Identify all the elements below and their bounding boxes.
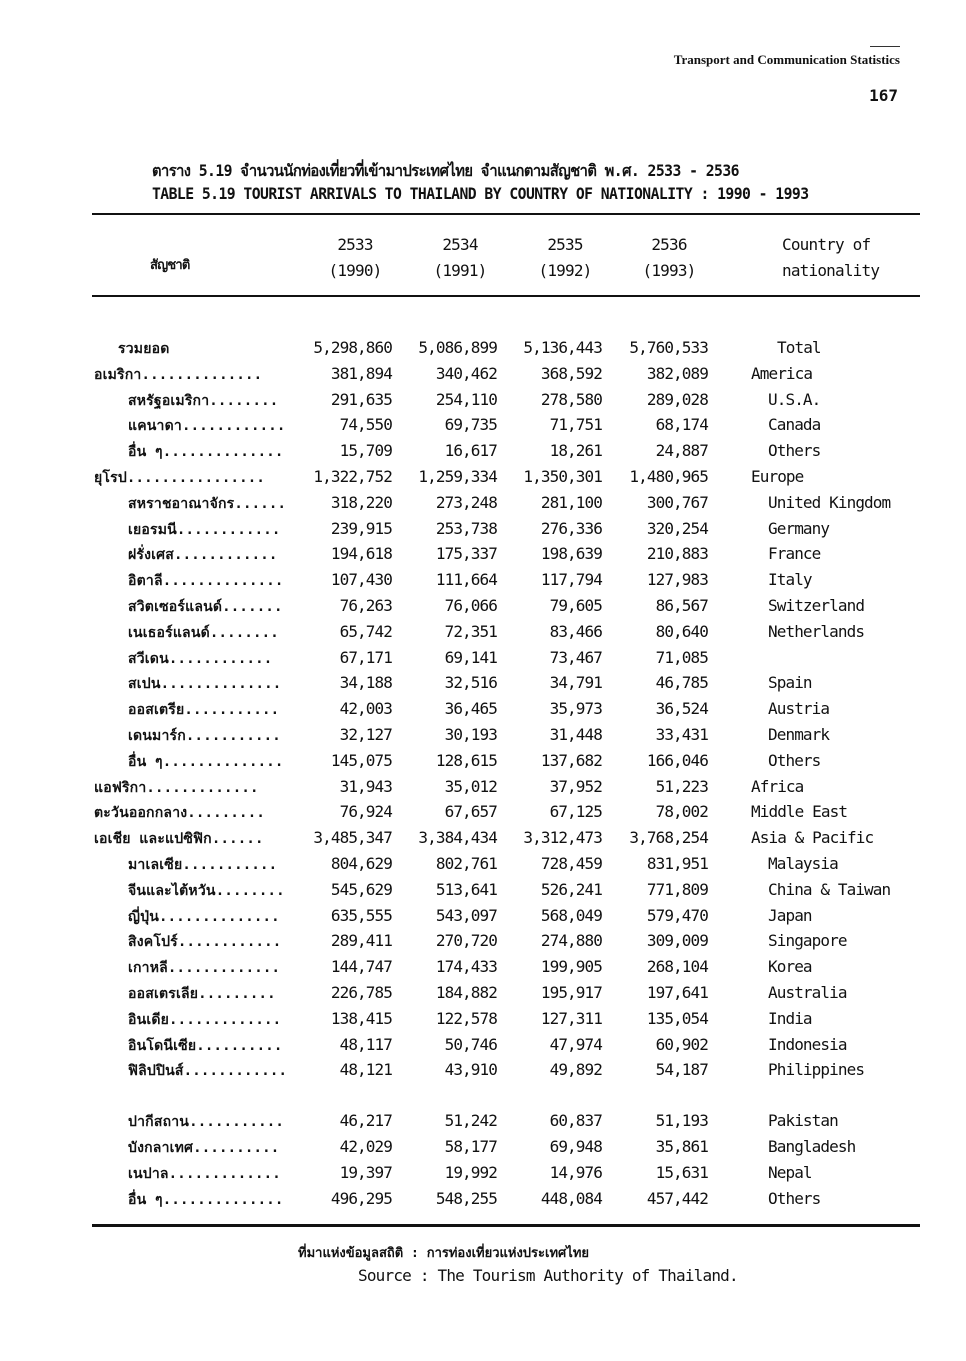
table-row (0, 955, 966, 981)
value-2535: 73,467 (549, 647, 602, 667)
nationality-thai: ตะวันออกกลาง......... (94, 805, 265, 822)
table-row (0, 800, 966, 826)
nationality-english: United Kingdom (768, 492, 891, 512)
table-row (0, 1033, 966, 1059)
table-row (0, 697, 966, 723)
country-label-line1: Country of (782, 235, 871, 254)
nationality-thai: สวิตเซอร์แลนด์....... (128, 599, 283, 615)
nationality-thai: สเปน.............. (128, 676, 282, 693)
value-2535: 127,311 (540, 1008, 602, 1028)
nationality-english: Nepal (768, 1162, 812, 1182)
value-2535: 117,794 (540, 570, 602, 590)
nationality-english: Denmark (768, 725, 830, 744)
nationality-thai: ฟิลิปปินส์............ (128, 1063, 288, 1080)
nationality-thai: มาเลเซีย........... (128, 857, 278, 873)
nationality-thai: จีนและไต้หวัน........ (128, 882, 285, 899)
table-row (0, 542, 966, 568)
running-title: Transport and Communication Statistics (673, 52, 900, 67)
value-2536: 68,174 (655, 415, 708, 435)
nationality-english: Philippines (768, 1060, 865, 1080)
value-2535: 448,084 (540, 1188, 602, 1208)
nationality-english: Others (768, 1188, 821, 1208)
value-2536: 382,089 (646, 363, 708, 383)
value-2536: 457,442 (646, 1188, 708, 1208)
value-2534: 253,738 (435, 518, 497, 538)
nationality-thai: ออสเตรีย........... (128, 702, 280, 719)
value-2533: 32,127 (339, 725, 392, 744)
value-2535: 3,312,473 (523, 828, 602, 848)
nationality-thai: แอฟริกา............. (94, 779, 259, 796)
nationality-thai: สวีเดน............ (128, 650, 273, 667)
nationality-english: France (768, 544, 821, 564)
value-2533: 42,029 (339, 1137, 392, 1156)
value-2534: 58,177 (444, 1137, 497, 1156)
year-ce: (1993) (642, 261, 696, 280)
nationality-english: China & Taiwan (768, 879, 891, 899)
value-2534: 72,351 (444, 621, 497, 641)
nationality-thai: อเมริกา.............. (94, 366, 263, 383)
nationality-english: Middle East (751, 802, 848, 822)
value-2533: 138,415 (330, 1008, 392, 1028)
table-row (0, 929, 966, 955)
nationality-thai: ญี่ปุ่น.............. (128, 908, 280, 925)
nationality-thai: อินโดนีเซีย.......... (128, 1037, 283, 1054)
value-2535: 60,837 (549, 1111, 602, 1131)
value-2535: 37,952 (549, 776, 602, 796)
nationality-english: Others (768, 441, 821, 461)
table-row (0, 620, 966, 646)
value-2536: 71,085 (655, 647, 708, 667)
value-2535: 278,580 (540, 389, 602, 409)
page-number: 167 (869, 86, 898, 105)
nationality-english: U.S.A. (768, 389, 821, 409)
value-2533: 318,220 (330, 492, 392, 512)
value-2536: 1,480,965 (629, 467, 708, 486)
value-2534: 175,337 (435, 544, 497, 564)
value-2534: 16,617 (444, 441, 497, 461)
nationality-thai: อิตาลี.............. (128, 573, 284, 590)
table-row (0, 775, 966, 801)
value-2536: 15,631 (655, 1162, 708, 1182)
value-2533: 545,629 (330, 879, 392, 899)
value-2536: 300,767 (646, 492, 708, 512)
nationality-english: Austria (768, 699, 830, 719)
nationality-thai: ออสเตรเลีย......... (128, 986, 276, 1002)
value-2533: 804,629 (330, 854, 392, 873)
value-2534: 69,141 (444, 647, 497, 667)
nationality-thai: เนเธอร์แลนด์........ (128, 624, 279, 641)
year-be: 2535 (547, 235, 583, 254)
value-2533: 291,635 (330, 389, 392, 409)
table-row (0, 1187, 966, 1213)
value-2535: 568,049 (540, 905, 602, 925)
value-2533: 1,322,752 (313, 467, 392, 486)
nationality-thai: สหราชอาณาจักร...... (128, 495, 287, 512)
nationality-english: Italy (768, 570, 812, 590)
value-2536: 166,046 (646, 750, 708, 770)
table-row (0, 981, 966, 1007)
nationality-english: Others (768, 750, 821, 770)
value-2534: 67,657 (444, 802, 497, 822)
value-2534: 35,012 (444, 776, 497, 796)
table-row (0, 439, 966, 465)
value-2533: 65,742 (339, 621, 392, 641)
nationality-english: Japan (768, 905, 812, 925)
value-2534: 548,255 (435, 1188, 497, 1208)
nationality-thai: เนปาล............. (128, 1165, 281, 1182)
nationality-thai: เยอรมนี............ (128, 521, 281, 538)
value-2535: 18,261 (549, 441, 602, 461)
table-row (0, 904, 966, 930)
value-2533: 31,943 (339, 776, 392, 796)
year-be: 2533 (337, 235, 373, 254)
value-2534: 32,516 (444, 673, 497, 693)
value-2536: 86,567 (655, 596, 708, 615)
value-2536: 3,768,254 (629, 828, 708, 848)
year-ce: (1991) (433, 261, 487, 280)
value-2535: 728,459 (540, 854, 602, 873)
value-2534: 270,720 (435, 931, 497, 951)
source-thai: ที่มาแห่งข้อมูลสถิติ : การท่องเที่ยวแห่งประเทศไทย (298, 1246, 590, 1261)
table-row (0, 568, 966, 594)
column-header-2534 (415, 232, 505, 284)
column-header-2533 (310, 232, 400, 284)
value-2536: 78,002 (655, 802, 708, 822)
value-2536: 46,785 (655, 673, 708, 693)
table-row (0, 594, 966, 620)
table-title-english: TABLE 5.19 TOURIST ARRIVALS TO THAILAND BY COUNTRY OF NATIONALITY : 1990 - 1993 (152, 184, 809, 203)
table-row (0, 1058, 966, 1084)
value-2534: 19,992 (444, 1162, 497, 1182)
nationality-english: Pakistan (768, 1111, 838, 1131)
year-ce: (1990) (328, 261, 382, 280)
table-title-thai: ตาราง 5.19 จำนวนนักท่องเที่ยวที่เข้ามาประเทศไทย จำแนกตามสัญชาติ พ.ศ. 2533 - 2536 (152, 161, 739, 180)
value-2533: 19,397 (339, 1162, 392, 1182)
source-english: Source : The Tourism Authority of Thailand. (358, 1266, 738, 1285)
value-2535: 79,605 (549, 596, 602, 615)
value-2535: 14,976 (549, 1162, 602, 1182)
value-2533: 496,295 (330, 1188, 392, 1208)
nationality-english: Korea (768, 957, 812, 977)
value-2536: 289,028 (646, 389, 708, 409)
table-bottom-rule (92, 1224, 920, 1227)
value-2535: 1,350,301 (523, 467, 602, 486)
value-2534: 513,641 (435, 879, 497, 899)
value-2534: 5,086,899 (418, 338, 497, 357)
value-2533: 48,117 (339, 1034, 392, 1054)
value-2534: 50,746 (444, 1034, 497, 1054)
value-2534: 802,761 (435, 854, 497, 873)
nationality-english: Africa (751, 776, 804, 796)
value-2535: 199,905 (540, 957, 602, 977)
table-row (0, 413, 966, 439)
value-2536: 54,187 (655, 1060, 708, 1080)
value-2535: 368,592 (540, 363, 602, 383)
table-row (0, 465, 966, 491)
nationality-thai: ปากีสถาน........... (128, 1114, 284, 1131)
value-2535: 195,917 (540, 983, 602, 1002)
year-ce: (1992) (538, 261, 592, 280)
value-2533: 76,263 (339, 596, 392, 615)
value-2533: 5,298,860 (313, 338, 392, 357)
value-2534: 36,465 (444, 699, 497, 719)
nationality-thai: เกาหลี............. (128, 960, 281, 977)
country-label-line2: nationality (782, 261, 880, 280)
table-row (0, 336, 966, 362)
nationality-thai: อื่น ๆ.............. (128, 1191, 284, 1208)
nationality-thai: เอเชีย และแปซิฟิก...... (94, 831, 264, 848)
nationality-thai: บังกลาเทศ.......... (128, 1140, 280, 1156)
value-2533: 635,555 (330, 905, 392, 925)
value-2533: 226,785 (330, 983, 392, 1002)
nationality-thai: เดนมาร์ก........... (128, 728, 281, 744)
nationality-thai: สหรัฐอเมริกา........ (128, 392, 279, 409)
value-2533: 107,430 (330, 570, 392, 590)
column-header-2535 (520, 232, 610, 284)
value-2536: 24,887 (655, 441, 708, 461)
value-2533: 3,485,347 (313, 828, 392, 848)
value-2534: 30,193 (444, 725, 497, 744)
value-2533: 15,709 (339, 441, 392, 461)
value-2536: 210,883 (646, 544, 708, 564)
value-2535: 274,880 (540, 931, 602, 951)
value-2536: 135,054 (646, 1008, 708, 1028)
value-2534: 543,097 (435, 905, 497, 925)
nationality-thai: อื่น ๆ.............. (128, 444, 284, 461)
year-be: 2534 (442, 235, 478, 254)
value-2534: 340,462 (435, 363, 497, 383)
value-2533: 76,924 (339, 802, 392, 822)
value-2533: 381,894 (330, 363, 392, 383)
value-2535: 198,639 (540, 544, 602, 564)
value-2535: 5,136,443 (523, 338, 602, 357)
value-2536: 579,470 (646, 905, 708, 925)
table-row (0, 749, 966, 775)
value-2533: 46,217 (339, 1111, 392, 1131)
table-row (0, 646, 966, 672)
nationality-thai: แคนาดา............ (128, 418, 286, 435)
value-2536: 197,641 (646, 983, 708, 1002)
value-2536: 309,009 (646, 931, 708, 951)
table-row (0, 362, 966, 388)
table-row (0, 878, 966, 904)
value-2533: 194,618 (330, 544, 392, 564)
value-2536: 36,524 (655, 699, 708, 719)
nationality-english: Australia (768, 983, 847, 1002)
value-2534: 128,615 (435, 750, 497, 770)
value-2536: 127,983 (646, 570, 708, 590)
value-2536: 33,431 (655, 725, 708, 744)
nationality-thai: อื่น ๆ.............. (128, 753, 284, 770)
value-2534: 1,259,334 (418, 467, 497, 486)
table-row (0, 723, 966, 749)
table-row (0, 517, 966, 543)
value-2536: 35,861 (655, 1137, 708, 1156)
value-2536: 320,254 (646, 518, 708, 538)
value-2535: 71,751 (549, 415, 602, 435)
column-header-country (782, 232, 879, 284)
value-2534: 51,242 (444, 1111, 497, 1131)
value-2536: 51,223 (655, 776, 708, 796)
header-rule (870, 46, 900, 47)
value-2533: 239,915 (330, 518, 392, 538)
value-2536: 831,951 (646, 854, 708, 873)
table-row (0, 1007, 966, 1033)
value-2535: 67,125 (549, 802, 602, 822)
nationality-english: Singapore (768, 931, 847, 951)
nationality-english: Spain (768, 673, 812, 693)
value-2534: 111,664 (435, 570, 497, 590)
nationality-thai: ยุโรป................ (94, 470, 265, 486)
value-2533: 144,747 (330, 957, 392, 977)
value-2535: 34,791 (549, 673, 602, 693)
value-2536: 80,640 (655, 621, 708, 641)
table-row (0, 1135, 966, 1161)
nationality-thai: อินเดีย............. (128, 1011, 282, 1028)
table-row (0, 491, 966, 517)
value-2533: 67,171 (339, 647, 392, 667)
value-2535: 276,336 (540, 518, 602, 538)
nationality-english: Europe (751, 467, 804, 486)
table-row (0, 388, 966, 414)
nationality-english: Malaysia (768, 854, 838, 873)
value-2534: 122,578 (435, 1008, 497, 1028)
nationality-english: Switzerland (768, 596, 865, 615)
value-2535: 47,974 (549, 1034, 602, 1054)
nationality-english: Indonesia (768, 1034, 847, 1054)
value-2533: 145,075 (330, 750, 392, 770)
year-be: 2536 (651, 235, 687, 254)
table-row (0, 671, 966, 697)
value-2536: 5,760,533 (629, 338, 708, 357)
value-2534: 76,066 (444, 596, 497, 615)
value-2533: 289,411 (330, 931, 392, 951)
table-row (0, 1109, 966, 1135)
nationality-english: Bangladesh (768, 1137, 856, 1156)
value-2535: 49,892 (549, 1060, 602, 1080)
table-row (0, 1161, 966, 1187)
value-2536: 51,193 (655, 1111, 708, 1131)
value-2536: 771,809 (646, 879, 708, 899)
value-2535: 137,682 (540, 750, 602, 770)
value-2536: 268,104 (646, 957, 708, 977)
nationality-english: America (751, 363, 813, 383)
value-2534: 184,882 (435, 983, 497, 1002)
value-2533: 48,121 (339, 1060, 392, 1080)
nationality-english: Asia & Pacific (751, 828, 874, 848)
value-2535: 526,241 (540, 879, 602, 899)
table-row (0, 852, 966, 878)
nationality-thai: รวมยอด (118, 341, 170, 357)
nationality-english: India (768, 1008, 812, 1028)
table-row (0, 826, 966, 852)
nationality-thai: สิงคโปร์............ (128, 934, 282, 951)
column-header-nationality-thai: สัญชาติ (150, 258, 190, 273)
nationality-english: Total (777, 338, 821, 357)
value-2534: 254,110 (435, 389, 497, 409)
value-2533: 34,188 (339, 673, 392, 693)
nationality-english: Netherlands (768, 621, 865, 641)
value-2535: 35,973 (549, 699, 602, 719)
value-2534: 69,735 (444, 415, 497, 435)
value-2536: 60,902 (655, 1034, 708, 1054)
value-2534: 174,433 (435, 957, 497, 977)
nationality-english: Germany (768, 518, 830, 538)
value-2534: 3,384,434 (418, 828, 497, 848)
value-2535: 69,948 (549, 1137, 602, 1156)
nationality-english: Canada (768, 415, 821, 435)
value-2535: 281,100 (540, 492, 602, 512)
value-2535: 83,466 (549, 621, 602, 641)
column-header-2536 (624, 232, 714, 284)
value-2534: 43,910 (444, 1060, 497, 1080)
nationality-thai: ฝรั่งเศส............ (128, 547, 278, 564)
value-2533: 42,003 (339, 699, 392, 719)
value-2535: 31,448 (549, 725, 602, 744)
table-top-rule (92, 213, 920, 215)
value-2534: 273,248 (435, 492, 497, 512)
header-bottom-rule (92, 295, 920, 297)
value-2533: 74,550 (339, 415, 392, 435)
